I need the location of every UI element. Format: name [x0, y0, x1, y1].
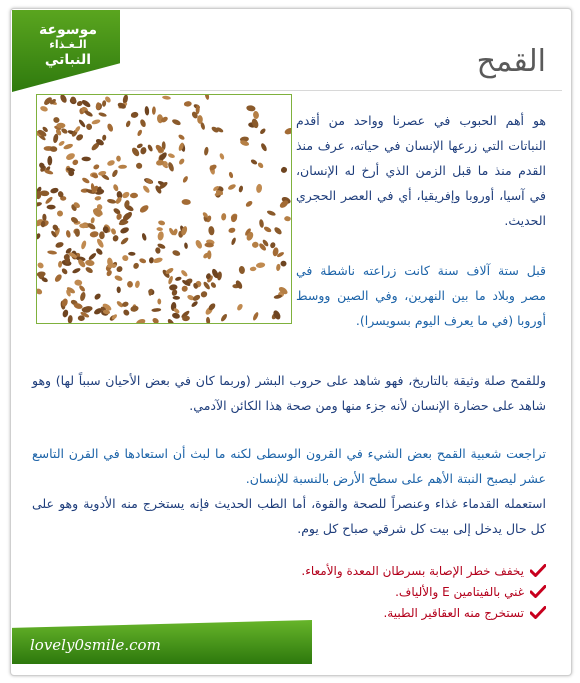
wheat-grain — [263, 226, 272, 234]
benefit-item — [301, 560, 546, 581]
wheat-grain — [114, 274, 123, 282]
wheat-grain — [125, 120, 131, 128]
red-check-icon — [530, 585, 546, 598]
wheat-grain — [55, 241, 65, 249]
site-link[interactable]: lovely0smile.com — [30, 636, 161, 654]
wheat-grain — [130, 111, 139, 118]
wheat-grain — [106, 123, 114, 133]
wheat-grain — [58, 261, 63, 268]
wheat-grain — [251, 241, 259, 248]
wheat-grain — [90, 217, 95, 224]
article-paragraph-4: تراجعت شعبية القمح بعض الشيء في القرون الوسطى لكنه ما لبث أن استعادها في القرن التاسع عشر ليصبح النبتة الأهم على سطح الأرض بالنسبة للإنسان. — [32, 446, 546, 486]
wheat-grain — [167, 318, 176, 323]
wheat-grain — [121, 254, 129, 262]
wheat-grain — [95, 247, 104, 256]
wheat-grain — [200, 290, 209, 299]
wheat-grain — [96, 238, 105, 249]
wheat-grain — [102, 100, 107, 107]
wheat-grain — [280, 260, 287, 267]
red-check-icon — [530, 606, 546, 619]
wheat-grain — [250, 266, 257, 271]
benefit-item — [301, 602, 546, 623]
wheat-grain — [220, 313, 228, 322]
wheat-grain — [260, 142, 268, 152]
wheat-grains-illustration — [37, 95, 291, 323]
wheat-grain — [208, 226, 215, 236]
wheat-grain — [152, 106, 156, 115]
wheat-grain — [110, 228, 117, 236]
wheat-grain — [53, 116, 61, 124]
wheat-grain — [221, 213, 227, 221]
wheat-grain — [93, 292, 102, 300]
wheat-grain — [238, 185, 244, 193]
wheat-grain — [276, 264, 281, 272]
wheat-grain — [171, 312, 180, 320]
wheat-grain — [107, 198, 117, 204]
wheat-grain — [98, 112, 107, 118]
wheat-grain — [144, 106, 149, 116]
wheat-grain — [132, 262, 140, 270]
article-paragraph-3: وللقمح صلة وثيقة بالتاريخ، فهو شاهد على حروب البشر (وربما كان في بعض الأحيان سبباً لها) وهو شاهد على حضارة الإنسان لأنه جزء منها ومن صحة هذا الكائن الآدمي. — [32, 373, 546, 413]
wheat-grains-image — [36, 94, 292, 324]
wheat-grain — [259, 219, 265, 228]
article-paragraph-2: قبل ستة آلاف سنة كانت زراعته ناشطة في مصر وبلاد ما بين النهرين، وفي الصين ووسط أوروبا (في ما يعرف اليوم بسويسرا). — [296, 263, 546, 328]
wheat-grain — [120, 236, 130, 245]
wheat-grain — [139, 258, 147, 265]
wheat-grain — [134, 280, 140, 288]
wheat-grain — [184, 242, 188, 249]
wheat-grain — [284, 216, 291, 222]
wheat-grain — [56, 209, 64, 217]
wheat-grain — [58, 140, 66, 147]
wheat-grain — [127, 281, 133, 288]
wheat-grain — [62, 309, 69, 318]
wheat-grain — [181, 199, 191, 205]
wheat-grain — [116, 155, 121, 162]
wheat-grain — [156, 227, 163, 231]
wheat-grain — [256, 184, 263, 194]
wheat-grain — [184, 101, 192, 107]
wheat-grain — [178, 158, 185, 166]
wheat-grain — [116, 213, 123, 221]
wheat-grain — [206, 317, 211, 323]
wheat-grain — [256, 262, 266, 269]
wheat-grain — [250, 159, 258, 166]
benefit-text: تستخرج منه العقاقير الطبية. — [383, 605, 524, 620]
logo — [22, 22, 114, 68]
wheat-grain — [280, 166, 288, 174]
wheat-grain — [204, 147, 210, 156]
wheat-grain — [63, 143, 74, 151]
wheat-grain — [47, 250, 57, 255]
benefit-text: غني بالفيتامين E والألياف. — [395, 584, 524, 599]
wheat-grain — [106, 159, 115, 167]
wheat-grain — [71, 159, 79, 167]
wheat-grain — [172, 249, 181, 257]
wheat-grain — [190, 300, 198, 308]
wheat-grain — [219, 153, 225, 161]
wheat-grain — [139, 119, 147, 128]
wheat-grain — [167, 153, 175, 159]
wheat-grain — [94, 196, 101, 201]
logo-line-2: الـغـذاء — [49, 38, 87, 51]
wheat-grain — [136, 129, 142, 137]
wheat-grain — [86, 123, 93, 131]
wheat-grain — [92, 163, 100, 170]
wheat-grain — [157, 298, 161, 304]
wheat-grain — [102, 134, 107, 140]
wheat-grain — [257, 162, 264, 170]
wheat-grain — [246, 105, 256, 112]
wheat-grain — [79, 291, 86, 301]
wheat-grain — [111, 169, 119, 178]
wheat-grain — [40, 105, 49, 112]
wheat-grain — [115, 265, 123, 273]
benefit-item — [301, 581, 546, 602]
wheat-grain — [60, 127, 68, 134]
wheat-grain — [238, 266, 245, 275]
wheat-grain — [284, 127, 291, 136]
wheat-grain — [157, 231, 165, 241]
wheat-grain — [259, 128, 266, 136]
wheat-grain — [128, 252, 136, 256]
wheat-grain — [245, 200, 254, 208]
wheat-grain — [37, 287, 43, 295]
benefit-text: يخفف خطر الإصابة بسرطان المعدة والأمعاء. — [301, 563, 524, 578]
wheat-grain — [252, 311, 260, 321]
wheat-grain — [178, 134, 186, 141]
wheat-grain — [182, 175, 189, 183]
wheat-grain — [72, 267, 82, 274]
wheat-grain — [65, 152, 76, 162]
wheat-grain — [116, 286, 121, 293]
wheat-grain — [47, 205, 56, 210]
wheat-grain — [147, 144, 154, 152]
wheat-grain — [50, 187, 59, 194]
wheat-grain — [207, 250, 211, 259]
article-paragraph-1: هو أهم الحبوب في عصرنا وواحد من أقدم النباتات التي زرعها الإنسان في حياته، عرف منذ القدم منذ ما قبل الزمن الذي أرخ له الإنسان، في آسيا، أوروبا وإفريقيا، أي في العصر الحجري الحديث. — [296, 113, 546, 228]
wheat-grain — [151, 317, 159, 323]
wheat-grain — [227, 183, 236, 191]
wheat-grain — [91, 119, 101, 126]
wheat-grain — [266, 210, 276, 217]
wheat-grain — [236, 303, 244, 312]
wheat-grain — [47, 156, 52, 166]
wheat-grain — [169, 284, 178, 291]
wheat-grain — [202, 281, 211, 291]
wheat-grain — [204, 95, 210, 100]
wheat-grain — [228, 171, 234, 178]
wheat-grain — [37, 201, 42, 207]
page-title: القمح — [476, 44, 546, 79]
wheat-grain — [81, 157, 90, 162]
wheat-grain — [141, 233, 147, 242]
wheat-grain — [122, 308, 130, 316]
benefits-list — [301, 560, 546, 623]
wheat-grain — [130, 193, 138, 199]
wheat-grain — [121, 191, 130, 200]
wheat-grain — [67, 315, 73, 323]
wheat-grain — [192, 294, 201, 302]
wheat-grain — [152, 257, 163, 264]
wheat-grain — [112, 234, 120, 242]
wheat-grain — [37, 232, 41, 240]
wheat-grain — [167, 161, 175, 172]
wheat-grain — [230, 237, 236, 246]
wheat-grain — [130, 305, 139, 313]
wheat-grain — [59, 95, 68, 104]
wheat-grain — [80, 240, 87, 250]
wheat-grain — [173, 296, 181, 300]
wheat-grain — [74, 279, 82, 286]
wheat-grain — [85, 259, 95, 266]
wheat-grain — [99, 231, 105, 239]
logo-line-1: موسوعة — [38, 22, 98, 38]
wheat-grain — [158, 220, 166, 226]
logo-line-3: النباتي — [44, 52, 92, 68]
wheat-grain — [118, 165, 127, 169]
wheat-grain — [180, 269, 188, 277]
wheat-grain — [253, 111, 260, 120]
wheat-grain — [54, 273, 64, 283]
wheat-grain — [171, 118, 181, 126]
wheat-grain — [65, 230, 71, 238]
wheat-grain — [44, 196, 53, 205]
wheat-grain — [139, 204, 150, 214]
wheat-grain — [175, 276, 182, 282]
red-check-icon — [530, 564, 546, 577]
wheat-grain — [119, 226, 129, 234]
wheat-grain — [85, 266, 94, 274]
wheat-grain — [112, 184, 119, 192]
title-divider — [120, 90, 562, 91]
wheat-grain — [151, 308, 161, 312]
wheat-grain — [194, 239, 203, 250]
article-paragraph-5: استعمله القدماء غذاء وعنصراً للصحة والقوة، أما الطب الحديث فإنه يستخرج منه الأدوية وهو على كل حال يدخل إلى بيت كل شرقي صباح كل يوم. — [32, 496, 546, 536]
wheat-grain — [61, 267, 69, 275]
wheat-grain — [135, 162, 143, 170]
wheat-grain — [37, 261, 45, 269]
wheat-grain — [210, 281, 217, 289]
wheat-grain — [135, 318, 146, 323]
wheat-grain — [89, 231, 99, 238]
wheat-grain — [273, 226, 283, 236]
wheat-grain — [228, 227, 236, 234]
wheat-grain — [88, 252, 98, 261]
wheat-grain — [162, 95, 171, 100]
wheat-grain — [81, 177, 90, 185]
wheat-grain — [142, 184, 151, 193]
